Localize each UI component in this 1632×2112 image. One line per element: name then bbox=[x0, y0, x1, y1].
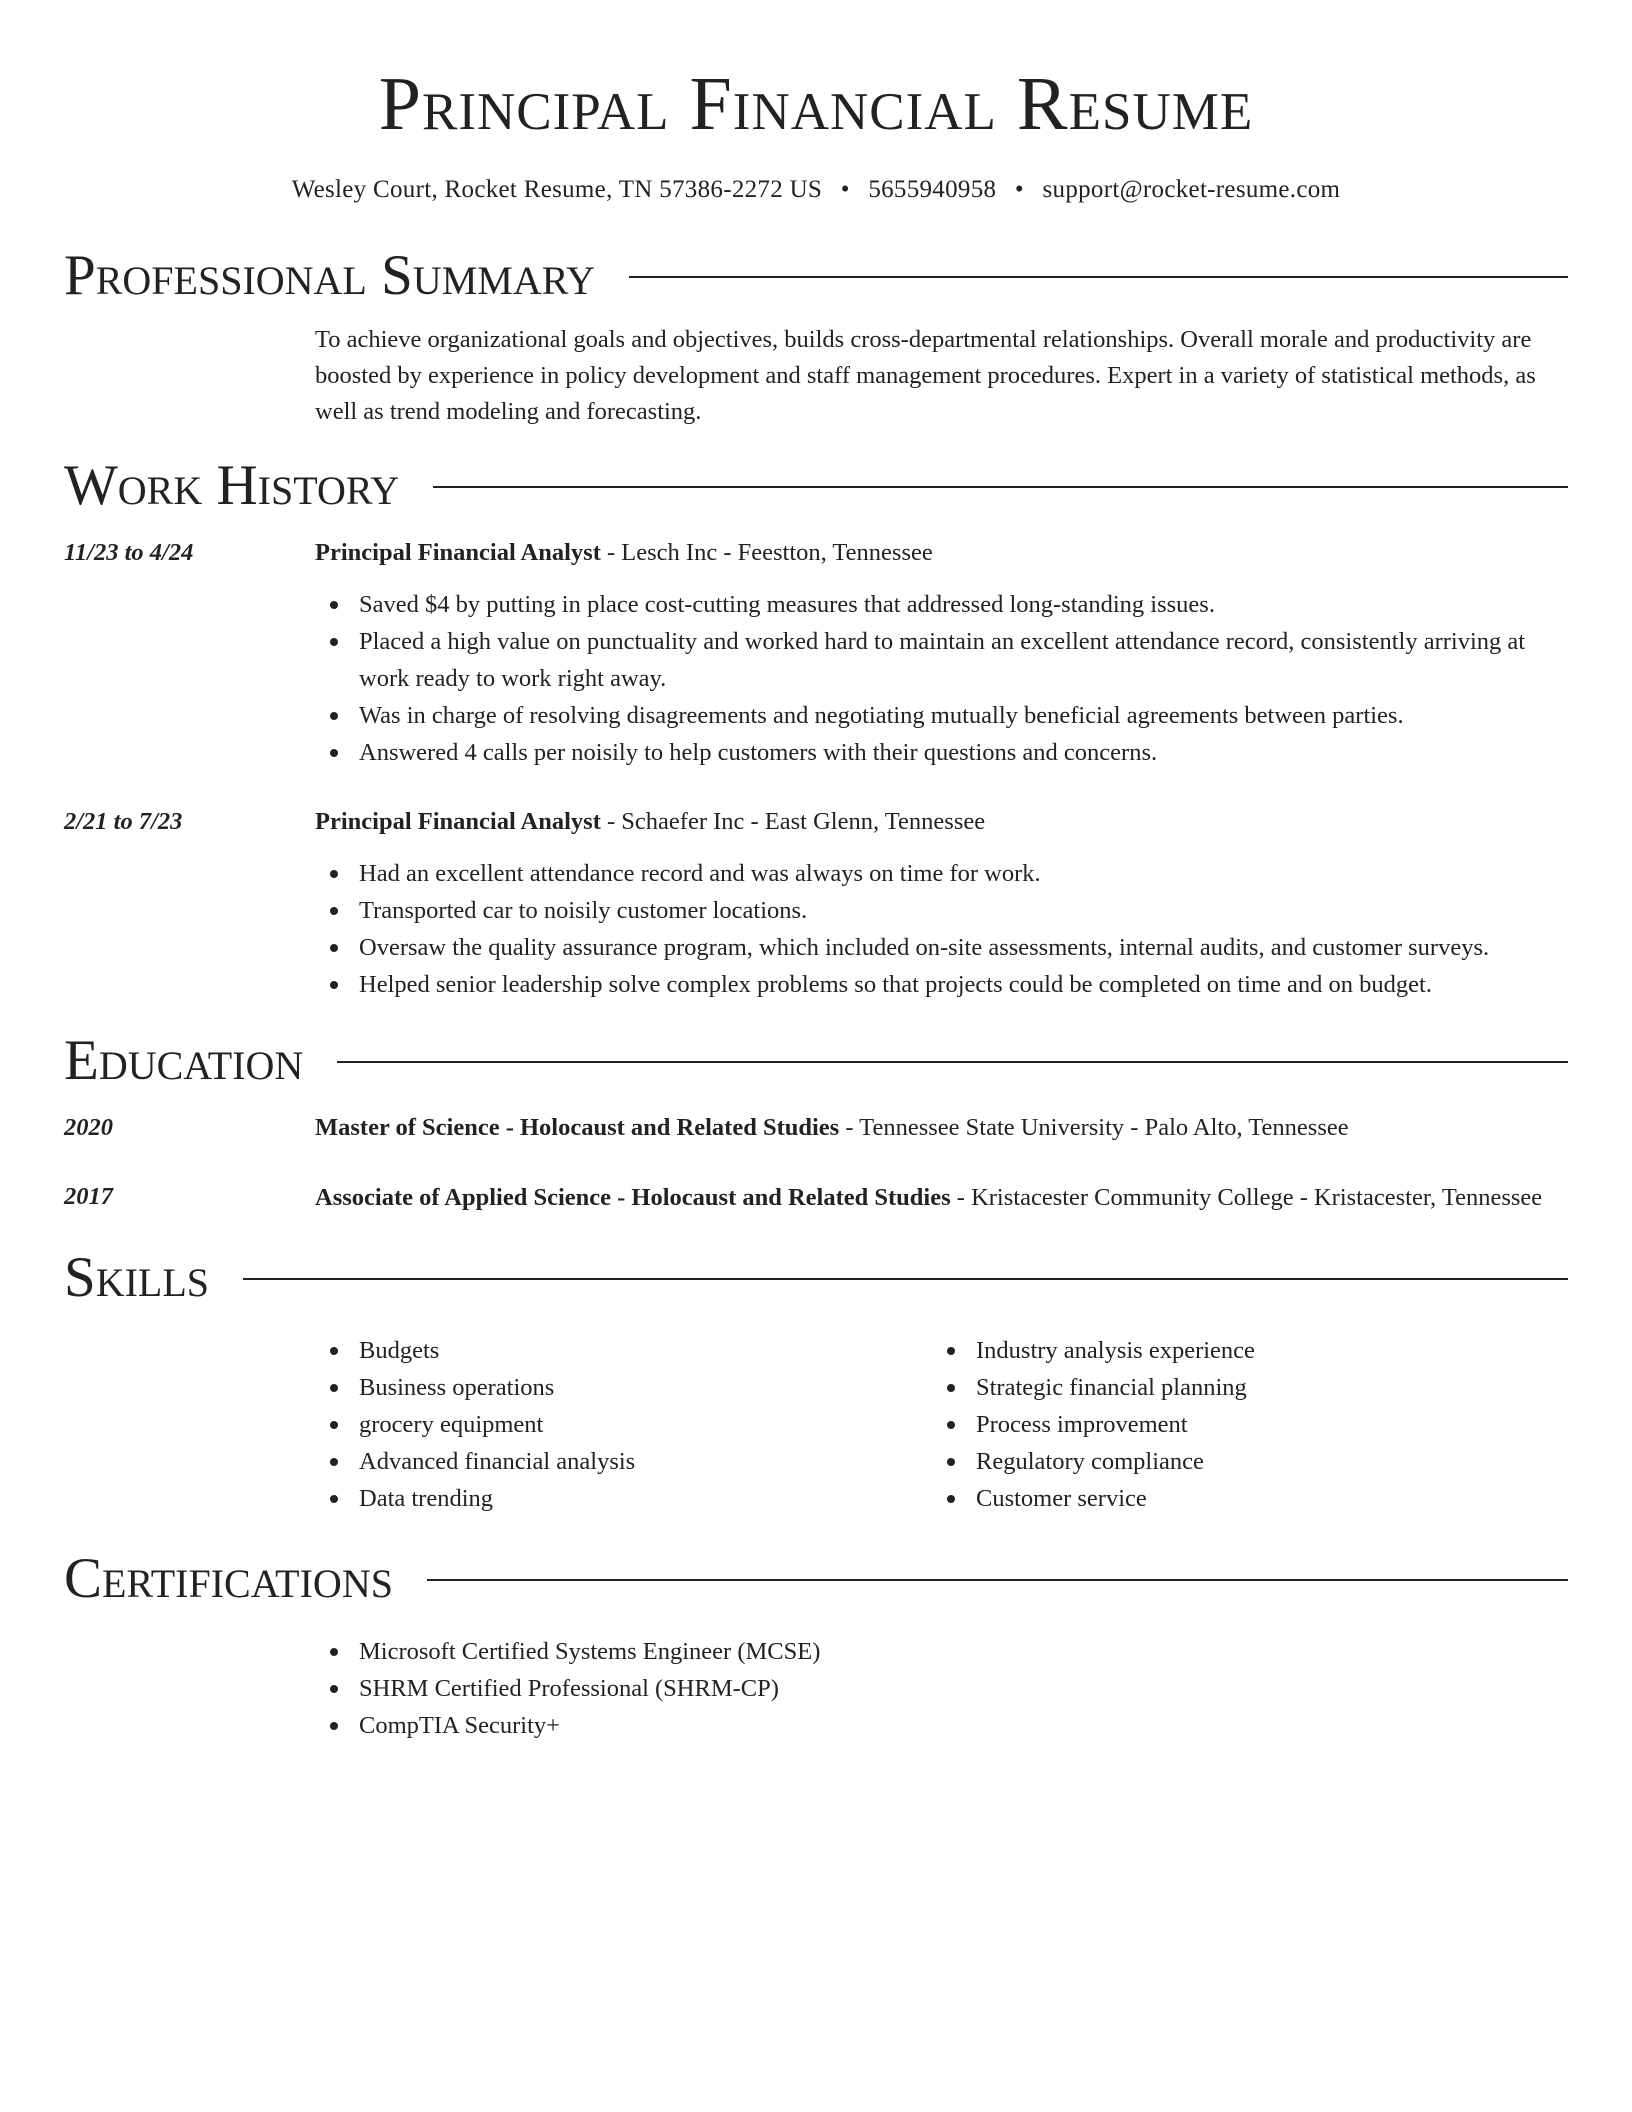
education-details: - Tennessee State University - Palo Alto, Tennessee bbox=[839, 1114, 1349, 1141]
summary-heading: Professional Summary bbox=[64, 243, 596, 307]
skills-heading: Skills bbox=[64, 1245, 210, 1309]
education-year: 2017 bbox=[64, 1183, 113, 1210]
section-divider bbox=[337, 1061, 1568, 1063]
summary-text: To achieve organizational goals and objectives, builds cross-departmental relationships. Overall morale and productivity are boosted by experience in policy development and staff management procedures. Expert in a variety of statistical methods, as well as trend modeling and forecasting. bbox=[315, 326, 1536, 425]
contact-phone: 5655940958 bbox=[868, 176, 997, 203]
section-divider bbox=[433, 486, 1568, 488]
list-item: Was in charge of resolving disagreements and negotiating mutually beneficial agreements between parties. bbox=[315, 697, 1568, 734]
contact-email: support@rocket-resume.com bbox=[1042, 176, 1341, 203]
page-title: Principal Financial Resume bbox=[378, 62, 1254, 146]
list-item: Customer service bbox=[932, 1480, 1549, 1517]
job-dates: 2/21 to 7/23 bbox=[64, 808, 183, 835]
list-item: Transported car to noisily customer locations. bbox=[315, 892, 1568, 929]
resume-page bbox=[64, 0, 1568, 1744]
education-degree: Associate of Applied Science - Holocaust and Related Studies bbox=[315, 1184, 951, 1211]
section-divider bbox=[629, 276, 1568, 278]
list-item: Regulatory compliance bbox=[932, 1443, 1549, 1480]
section-heading bbox=[64, 240, 1568, 310]
list-item: Microsoft Certified Systems Engineer (MCSE) bbox=[315, 1633, 1568, 1670]
skills-section bbox=[64, 1242, 1568, 1517]
education-year: 2020 bbox=[64, 1114, 113, 1141]
list-item: grocery equipment bbox=[315, 1406, 932, 1443]
list-item: Helped senior leadership solve complex problems so that projects could be completed on time and on budget. bbox=[315, 966, 1568, 1003]
education-heading: Education bbox=[64, 1028, 304, 1092]
section-divider bbox=[243, 1278, 1568, 1280]
job-entry bbox=[64, 534, 1568, 771]
education-degree: Master of Science - Holocaust and Related Studies bbox=[315, 1114, 840, 1141]
work-history-heading: Work History bbox=[64, 453, 400, 517]
list-item: Process improvement bbox=[932, 1406, 1549, 1443]
section-heading bbox=[64, 450, 1568, 520]
job-bullets bbox=[315, 586, 1568, 771]
skills-column-right bbox=[932, 1332, 1549, 1517]
list-item: SHRM Certified Professional (SHRM-CP) bbox=[315, 1670, 1568, 1707]
list-item: Placed a high value on punctuality and worked hard to maintain an excellent attendance record, consistently arriving at work ready to work right away. bbox=[315, 623, 1568, 697]
education-details: - Kristacester Community College - Kristacester, Tennessee bbox=[950, 1184, 1543, 1211]
section-heading bbox=[64, 1242, 1568, 1312]
list-item: Business operations bbox=[315, 1369, 932, 1406]
job-title: Principal Financial Analyst bbox=[315, 539, 601, 566]
list-item: Oversaw the quality assurance program, which included on-site assessments, internal audits, and customer surveys. bbox=[315, 929, 1568, 966]
job-title: Principal Financial Analyst bbox=[315, 808, 601, 835]
section-heading bbox=[64, 1543, 1568, 1613]
job-header bbox=[64, 534, 1568, 571]
summary-section bbox=[64, 240, 1568, 430]
section-heading bbox=[64, 1025, 1568, 1095]
job-header bbox=[64, 803, 1568, 840]
contact-separator: • bbox=[840, 176, 850, 203]
certifications-section bbox=[64, 1543, 1568, 1744]
job-entry bbox=[64, 803, 1568, 1003]
skills-column-left bbox=[315, 1332, 932, 1517]
skills-list bbox=[315, 1332, 1568, 1517]
section-divider bbox=[427, 1579, 1568, 1581]
list-item: Industry analysis experience bbox=[932, 1332, 1549, 1369]
contact-line bbox=[64, 176, 1568, 204]
work-history-section bbox=[64, 450, 1568, 1003]
certifications-heading: Certifications bbox=[64, 1546, 393, 1610]
list-item: Had an excellent attendance record and was always on time for work. bbox=[315, 855, 1568, 892]
education-entry bbox=[64, 1109, 1568, 1146]
job-dates: 11/23 to 4/24 bbox=[64, 539, 194, 566]
job-details: - Schaefer Inc - East Glenn, Tennessee bbox=[600, 808, 986, 835]
list-item: Advanced financial analysis bbox=[315, 1443, 932, 1480]
list-item: Answered 4 calls per noisily to help customers with their questions and concerns. bbox=[315, 734, 1568, 771]
list-item: Budgets bbox=[315, 1332, 932, 1369]
list-item: Strategic financial planning bbox=[932, 1369, 1549, 1406]
job-bullets bbox=[315, 855, 1568, 1003]
list-item: Data trending bbox=[315, 1480, 932, 1517]
job-details: - Lesch Inc - Feestton, Tennessee bbox=[600, 539, 933, 566]
certifications-list bbox=[315, 1633, 1568, 1744]
contact-separator: • bbox=[1014, 176, 1024, 203]
education-section bbox=[64, 1025, 1568, 1218]
list-item: CompTIA Security+ bbox=[315, 1707, 1568, 1744]
education-entry bbox=[64, 1178, 1568, 1218]
contact-address: Wesley Court, Rocket Resume, TN 57386-2272 US bbox=[291, 176, 823, 203]
list-item: Saved $4 by putting in place cost-cutting measures that addressed long-standing issues. bbox=[315, 586, 1568, 623]
